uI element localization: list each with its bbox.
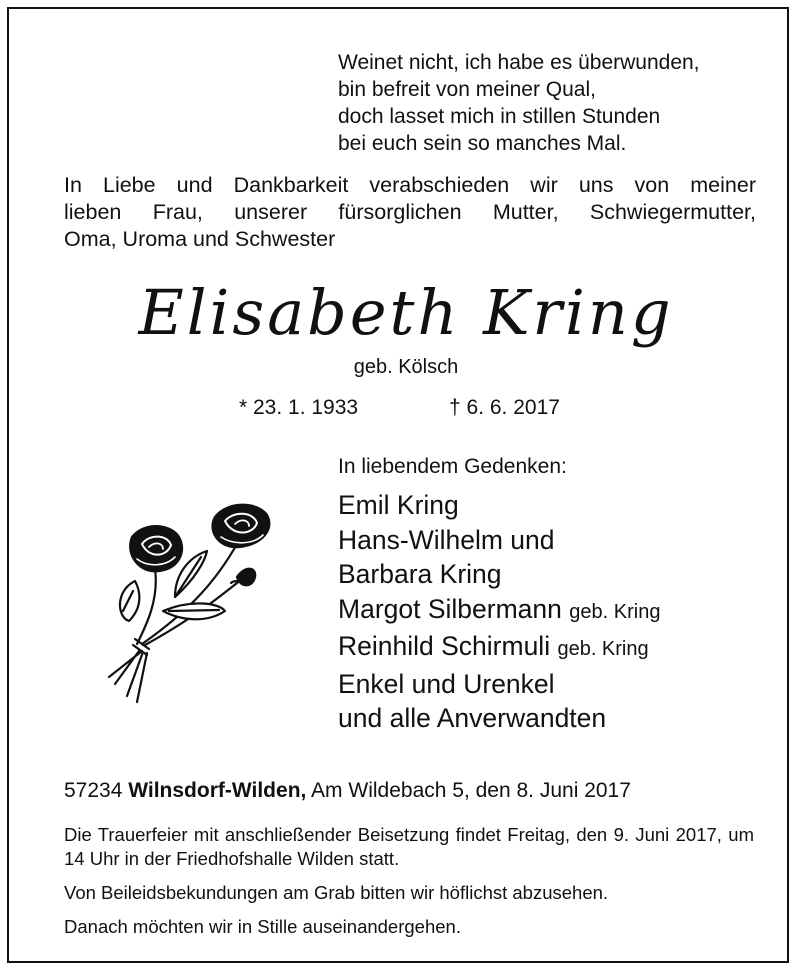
deceased-name: Elisabeth Kring (138, 276, 674, 349)
mourner-name: Reinhild Schirmuli (338, 631, 551, 661)
roses-icon (97, 499, 282, 709)
ceremony-info: Die Trauerfeier mit anschließender Beisetzung findet Freitag, den 9. Juni 2017, um 14 Uhr in der Friedhofshalle Wilden statt. (64, 824, 754, 869)
mourner-name: Barbara Kring (338, 559, 502, 589)
poem-line: Weinet nicht, ich habe es überwunden, (338, 51, 700, 74)
death-date: † 6. 6. 2017 (449, 396, 560, 419)
mourner-name: Margot Silbermann (338, 593, 562, 624)
poem-line: doch lasset mich in stillen Stunden (338, 105, 661, 128)
mourner-name: Hans-Wilhelm und (338, 524, 555, 555)
mourner-name: und alle Anverwandten (338, 703, 607, 733)
mourner-line (338, 701, 660, 736)
mourner-line (338, 629, 660, 667)
poem-line: bin befreit von meiner Qual, (338, 78, 596, 101)
mourner-name: Enkel und Urenkel (338, 668, 555, 699)
mourner-maiden-name: geb. Kring (569, 600, 661, 623)
mourner-line (338, 592, 660, 630)
mourner-line (338, 557, 660, 592)
maiden-name: geb. Kölsch (353, 356, 459, 378)
mourner-line (338, 523, 660, 558)
intro-line: Oma, Uroma und Schwester (64, 227, 336, 251)
mourner-line (338, 667, 660, 702)
obituary-notice (7, 7, 789, 963)
zip-code: 57234 (64, 779, 123, 802)
condolence-note: Von Beileidsbekundungen am Grab bitten wir höflichst abzusehen. (64, 882, 609, 903)
birth-date: * 23. 1. 1933 (239, 396, 359, 419)
poem-line: bei euch sein so manches Mal. (338, 132, 627, 155)
closing-note: Danach möchten wir in Stille auseinandergehen. (64, 916, 461, 937)
intro-line: lieben Frau, unserer fürsorglichen Mutter, Schwiegermutter, (64, 200, 756, 224)
street-and-date: Am Wildebach 5, den 8. Juni 2017 (311, 779, 631, 802)
poem (338, 49, 700, 157)
town-name: Wilnsdorf-Wilden, (128, 779, 307, 802)
mourners-list (338, 488, 660, 736)
intro-line: In Liebe und Dankbarkeit verabschieden wir uns von meiner (64, 173, 756, 197)
funeral-details (64, 823, 754, 949)
address-line (64, 777, 631, 805)
mourner-maiden-name: geb. Kring (557, 638, 649, 660)
life-dates (239, 394, 560, 422)
memorial-label: In liebendem Gedenken: (338, 455, 567, 478)
intro-text (64, 172, 756, 253)
mourner-line (338, 488, 660, 523)
mourner-name: Emil Kring (338, 490, 459, 520)
